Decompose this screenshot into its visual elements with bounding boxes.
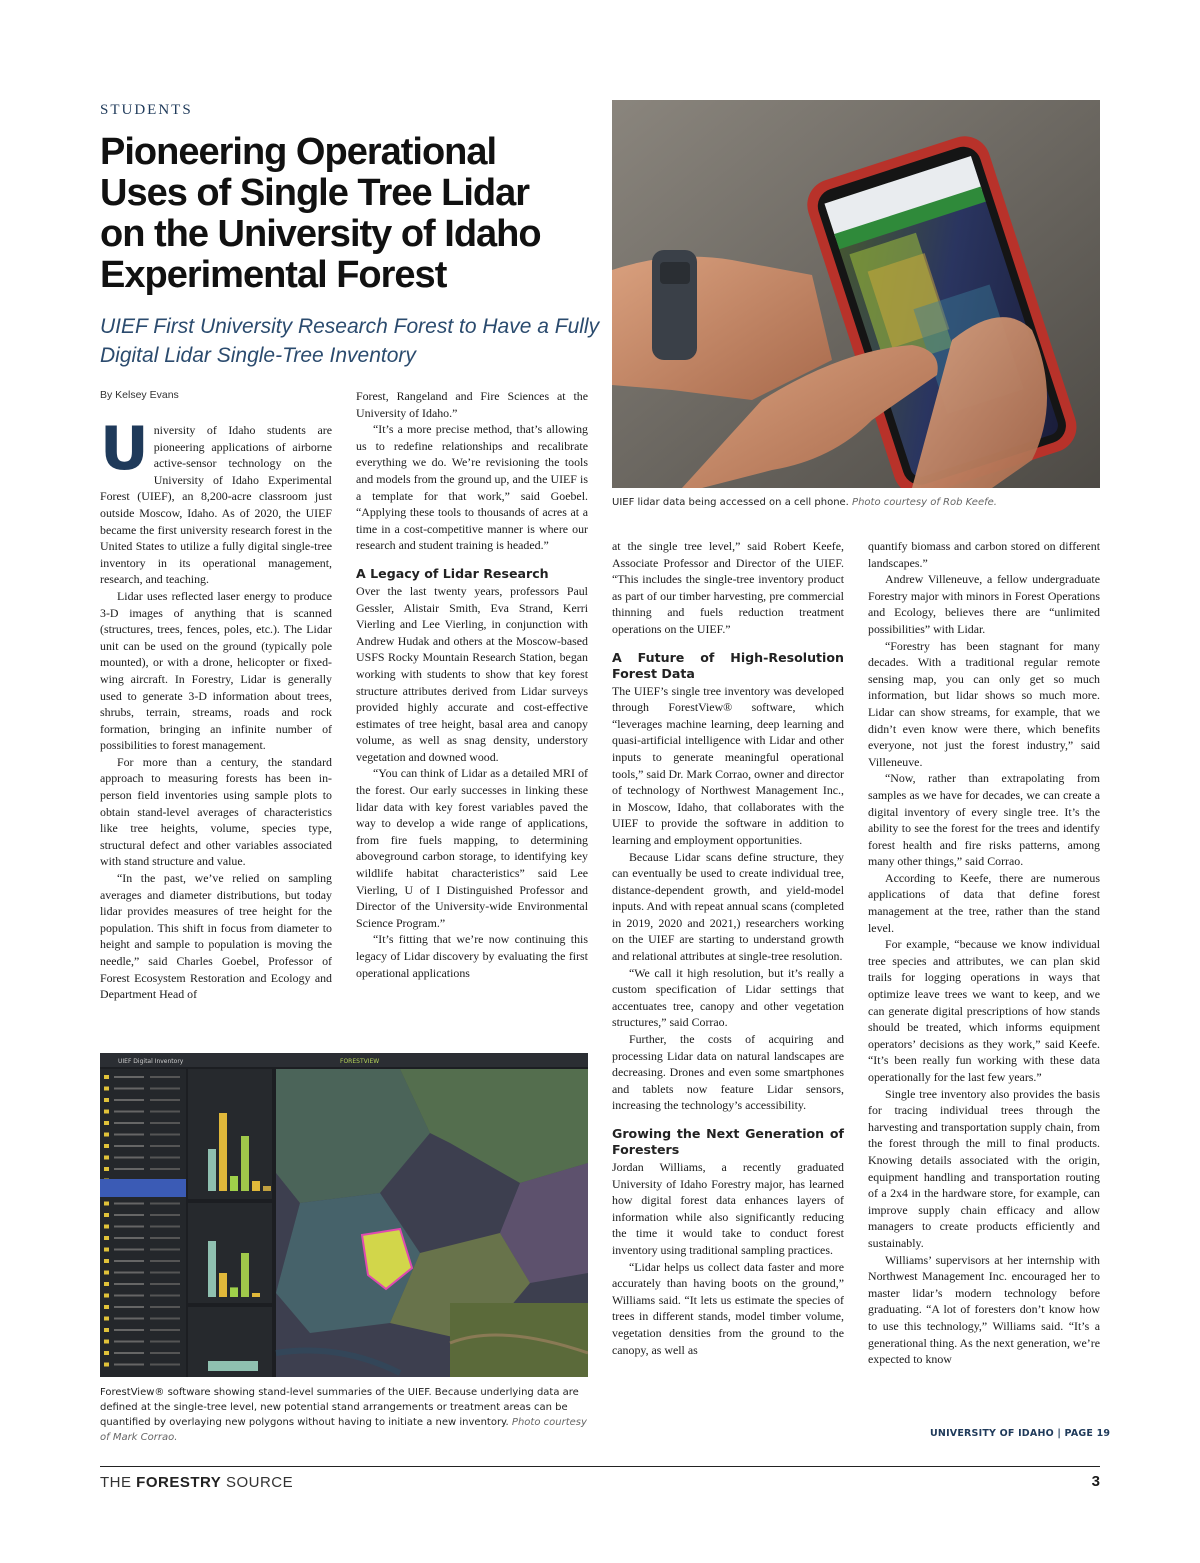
- article-title: [100, 132, 600, 296]
- paragraph: Jordan Williams, a recently graduated University of Idaho Forestry major, has learned how digital forest data enhances layers of information while also significantly reducing the time it would take to conduct forest inventory using traditional sampling practices.: [612, 1160, 844, 1257]
- row-line: [150, 1341, 180, 1343]
- paragraph: at the single tree level,” said Robert Keefe, Associate Professor and Director of the UIEF. “This includes the single-tree inventory product as part of our timber harvesting, pre commercial thinning and fuels reduction treatment operations on the UIEF.”: [612, 539, 844, 636]
- paragraph-text: niversity of Idaho students are pioneering applications of airborne active-sensor technology on the University of Idaho Experimental Forest (UIEF), an 8,200-acre classroom just outside Moscow, Idaho. As of 2020, the UIEF became the first university research forest in the United States to utilize a fully digital single-tree inventory in its operational management, research, and teaching.: [100, 423, 332, 587]
- drop-cap: U: [100, 414, 149, 484]
- row-line: [114, 1283, 144, 1285]
- phone-photo-illustration: [612, 100, 1100, 488]
- column-3: [612, 538, 844, 1358]
- folder-icon: [104, 1328, 109, 1332]
- selected-row: [100, 1179, 186, 1197]
- row-line: [114, 1249, 144, 1251]
- row-line: [114, 1352, 144, 1354]
- row-line: [114, 1076, 144, 1078]
- chart-bar: [241, 1253, 249, 1297]
- folder-icon: [104, 1121, 109, 1125]
- paragraph: “We call it high resolution, but it’s really a custom specification of Lidar settings that accentuates tree, canopy and other vegetation structures,” said Corrao.: [612, 965, 844, 1030]
- row-line: [150, 1088, 180, 1090]
- folder-icon: [104, 1351, 109, 1355]
- row-line: [150, 1134, 180, 1136]
- row-line: [150, 1249, 180, 1251]
- row-line: [114, 1318, 144, 1320]
- phone-photo: [612, 100, 1100, 488]
- row-line: [150, 1226, 180, 1228]
- page-number: 3: [1091, 1473, 1100, 1490]
- photo-caption-text: UIEF lidar data being accessed on a cell phone.: [612, 497, 853, 508]
- chart-bar: [219, 1273, 227, 1297]
- folder-icon: [104, 1156, 109, 1160]
- paragraph: The UIEF’s single tree inventory was developed through ForestView® software, which “leverages machine learning, deep learning and quasi-artificial intelligence with Lidar and other inputs to generate meaningful operational tools,” said Dr. Mark Corrao, owner and director of technology of Northwest Management Inc., in Moscow, Idaho, that collaborates with the UIEF to provide the software in addition to learning and employment opportunities.: [612, 683, 844, 847]
- row-line: [114, 1341, 144, 1343]
- paragraph: “Lidar helps us collect data faster and more accurately than having boots on the ground,” Williams said. “It lets us estimate the species of trees in different stands, model timber volume, vegetation densities from the ground to the canopy, as well as: [612, 1259, 844, 1357]
- chart-bar: [219, 1113, 227, 1191]
- chart-bar: [263, 1186, 271, 1191]
- column-1: [100, 414, 332, 1003]
- row-line: [114, 1134, 144, 1136]
- footer-source: SOURCE: [221, 1474, 294, 1491]
- folder-icon: [104, 1202, 109, 1206]
- publication-name: [100, 1474, 293, 1491]
- row-line: [150, 1076, 180, 1078]
- row-line: [150, 1306, 180, 1308]
- folder-icon: [104, 1075, 109, 1079]
- row-line: [114, 1260, 144, 1262]
- forestview-illustration: [100, 1053, 588, 1377]
- folder-icon: [104, 1248, 109, 1252]
- row-line: [114, 1272, 144, 1274]
- row-line: [150, 1099, 180, 1101]
- section-heading: Growing the Next Generation of Foresters: [612, 1126, 844, 1157]
- folder-icon: [104, 1213, 109, 1217]
- chart-bar: [230, 1176, 238, 1191]
- folder-icon: [104, 1294, 109, 1298]
- row-line: [114, 1168, 144, 1170]
- chart-bar: [208, 1361, 258, 1371]
- map-credit: Photo courtesy of Mark Corrao.: [100, 1417, 587, 1443]
- folder-icon: [104, 1340, 109, 1344]
- folder-icon: [104, 1225, 109, 1229]
- title-line: Pioneering Operational: [100, 131, 497, 173]
- row-line: [150, 1295, 180, 1297]
- folder-icon: [104, 1167, 109, 1171]
- paragraph: Single tree inventory also provides the basis for tracing individual trees through the harvesting and transportation supply chain, from the forest through the mill to final products. Knowing details associated with the origin, equipment handling and transportation routing of a 2x4 in the hardware store, for example, can improve supply chain efficacy and allow managers to create products efficiently and sustainably.: [868, 1086, 1100, 1250]
- section-heading: A Future of High-Resolution Forest Data: [612, 649, 844, 681]
- row-line: [114, 1157, 144, 1159]
- row-line: [114, 1099, 144, 1101]
- continued-on-page: UNIVERSITY OF IDAHO | PAGE 19: [930, 1428, 1111, 1439]
- row-line: [150, 1329, 180, 1331]
- paragraph: Further, the costs of acquiring and processing Lidar data on natural landscapes are decreasing. Drones and even some smartphones and tablets now feature Lidar sensors, increasing the technology’s accessibility.: [612, 1032, 844, 1113]
- row-line: [114, 1295, 144, 1297]
- map-caption: [100, 1385, 588, 1445]
- folder-icon: [104, 1259, 109, 1263]
- row-line: [150, 1111, 180, 1113]
- paragraph: Andrew Villeneuve, a fellow undergraduate Forestry major with minors in Forest Operations and Ecology, believes there are “unlimited possibilities” with Lidar.: [868, 572, 1100, 636]
- app-title: UIEF Digital Inventory: [118, 1058, 184, 1065]
- row-line: [150, 1237, 180, 1239]
- footer-rule: [100, 1466, 1100, 1467]
- chart-bar: [208, 1241, 216, 1297]
- paragraph: “In the past, we’ve relied on sampling averages and diameter distributions, but today lidar provides measures of tree height for the population. This shift in focus from diameter to height and sample to population is moving the needle,” said Charles Goebel, Professor of Forest Ecosystem Restoration and Ecology and Department Head of: [100, 871, 332, 1002]
- row-line: [150, 1122, 180, 1124]
- row-line: [150, 1352, 180, 1354]
- row-line: [114, 1122, 144, 1124]
- subtitle-line: UIEF First University Research Forest to Have a Fully: [100, 315, 600, 338]
- paragraph: According to Keefe, there are numerous applications of data that define forest management at the tree, rather than the stand level.: [868, 870, 1100, 935]
- row-line: [150, 1168, 180, 1170]
- paragraph: “It’s a more precise method, that’s allowing us to redefine relationships and recalibrate everything we do. We’re revisioning the tools and models from the ground up, and the UIEF is a template for that work,” said Goebel. “Applying these tools to thousands of acres at a time in a cost-competitive manner is where our research and student training is headed.”: [356, 422, 588, 553]
- folder-icon: [104, 1236, 109, 1240]
- app-brand: FORESTVIEW: [340, 1058, 380, 1065]
- article-subtitle: [100, 312, 600, 370]
- row-line: [114, 1226, 144, 1228]
- folder-icon: [104, 1087, 109, 1091]
- paragraph: “Forestry has been stagnant for many decades. With a traditional regular remote sensing map, you can only get so much information, but lidar shows so much more. Lidar can show streams, for example, that we didn’t even know were there, which benefits everyone, not just the forest industry,” said Villeneuve.: [868, 638, 1100, 769]
- row-line: [114, 1145, 144, 1147]
- paragraph: “Now, rather than extrapolating from samples as we have for decades, we can create a digital inventory of every single tree. It’s the ability to see the forest for the trees and identify forest health and fire risks patterns, among many other things,” said Corrao.: [868, 771, 1100, 869]
- section-kicker: STUDENTS: [100, 102, 193, 118]
- inset-aerial: [450, 1303, 588, 1377]
- byline: By Kelsey Evans: [100, 389, 179, 401]
- folder-icon: [104, 1144, 109, 1148]
- paragraph: Forest, Rangeland and Fire Sciences at the University of Idaho.”: [356, 389, 588, 420]
- row-line: [150, 1283, 180, 1285]
- row-line: [150, 1145, 180, 1147]
- title-line: Uses of Single Tree Lidar: [100, 172, 530, 214]
- forestview-screenshot: [100, 1053, 588, 1377]
- folder-icon: [104, 1098, 109, 1102]
- chart-bar: [230, 1287, 238, 1297]
- folder-icon: [104, 1305, 109, 1309]
- photo-caption: [612, 495, 1100, 510]
- row-line: [150, 1157, 180, 1159]
- chart-bar: [241, 1136, 249, 1191]
- row-line: [150, 1214, 180, 1216]
- title-line: on the University of Idaho: [100, 213, 541, 255]
- footer-forestry: FORESTRY: [136, 1474, 222, 1491]
- row-line: [150, 1364, 180, 1366]
- folder-icon: [104, 1133, 109, 1137]
- paragraph: [100, 414, 332, 588]
- row-line: [150, 1272, 180, 1274]
- row-line: [114, 1364, 144, 1366]
- folder-icon: [104, 1282, 109, 1286]
- section-heading: A Legacy of Lidar Research: [356, 565, 549, 581]
- row-line: [114, 1214, 144, 1216]
- paragraph: “It’s fitting that we’re now continuing this legacy of Lidar discovery by evaluating the first operational applications: [356, 932, 588, 980]
- subtitle-line: Digital Lidar Single-Tree Inventory: [100, 344, 416, 367]
- paragraph: Williams’ supervisors at her internship with Northwest Management Inc. encouraged her to master lidar’s modern technology before graduating. “A lot of foresters don’t know how to use this technology,” Williams said. “It’s a generational thing. As the next generation, we’re expected to know: [868, 1252, 1100, 1367]
- paragraph: “You can think of Lidar as a detailed MRI of the forest. Our early successes in linking these lidar data with key forest variables paved the way to develop a wide range of applications, from fire fuels mapping, to determining aboveground carbon storage, to identifying key wildlife habitat characteristics” said Lee Vierling, U of I Distinguished Professor and Director of the University-wide Environmental Science Program.”: [356, 766, 588, 930]
- map-caption-text: ForestView® software showing stand-level summaries of the UIEF. Because underlying data are defined at the single-tree level, new potential stand arrangements or treatment areas can be quantified by overlaying new polygons without having to initiate a new inventory.: [100, 1387, 579, 1428]
- folder-icon: [104, 1363, 109, 1367]
- row-line: [114, 1088, 144, 1090]
- folder-icon: [104, 1271, 109, 1275]
- footer-the: THE: [100, 1474, 137, 1491]
- chart-bar: [208, 1149, 216, 1191]
- row-line: [150, 1260, 180, 1262]
- column-2: [356, 388, 588, 981]
- title-line: Experimental Forest: [100, 254, 447, 296]
- row-line: [114, 1203, 144, 1205]
- row-line: [114, 1237, 144, 1239]
- paragraph: Lidar uses reflected laser energy to produce 3-D images of anything that is scanned (structures, trees, fences, poles, etc.). The Lidar unit can be used on the ground (typically pole mounted), or with a drone, helicopter or fixed-wing aircraft. In Forestry, Lidar is generally used to generate 3-D information about trees, shrubs, terrain, streams, roads and rock formation, bringing an infinite number of possibilities to forest management.: [100, 588, 332, 753]
- row-line: [150, 1203, 180, 1205]
- folder-icon: [104, 1317, 109, 1321]
- folder-icon: [104, 1110, 109, 1114]
- paragraph: Because Lidar scans define structure, they can eventually be used to create individual tree, distance-dependent growth, and yield-model inputs. And with repeat annual scans (completed in 2019, 2020 and 2021,) researchers working on the UIEF are starting to understand growth and relational attributes at single-tree resolution.: [612, 849, 844, 964]
- paragraph: Over the last twenty years, professors Paul Gessler, Alistair Smith, Eva Strand, Kerri Vierling and Lee Vierling, in conjunction with Andrew Hudak and others at the Moscow-based USFS Rocky Mountain Research Station, began working with students to show that key forest structure attributes derived from Lidar surveys provided highly accurate and cost-effective estimates of tree height, basal area and canopy volume, as well as snag density, understory vegetation and downed wood.: [356, 583, 588, 764]
- paragraph: quantify biomass and carbon stored on different landscapes.”: [868, 539, 1100, 570]
- photo-credit: Photo courtesy of Rob Keefe.: [852, 497, 997, 508]
- row-line: [114, 1329, 144, 1331]
- paragraph: For example, “because we know individual tree species and attributes, we can plan skid trails for logging operations in ways that optimize leave trees we want to keep, and we can generate digital prescriptions of how stands should be treated, which informs equipment operators’ decisions as they work,” said Keefe. “It’s been really fun working with these data operationally for the last few years.”: [868, 937, 1100, 1084]
- row-line: [150, 1318, 180, 1320]
- row-line: [114, 1306, 144, 1308]
- chart-bar: [252, 1293, 260, 1297]
- chart-bar: [252, 1181, 260, 1191]
- paragraph: For more than a century, the standard approach to measuring forests has been in-person field inventories using sample plots to obtain stand-level averages of characteristics like tree heights, volume, species type, structural defect and other variables associated with stand structure and value.: [100, 754, 332, 869]
- column-4: [868, 538, 1100, 1368]
- row-line: [114, 1111, 144, 1113]
